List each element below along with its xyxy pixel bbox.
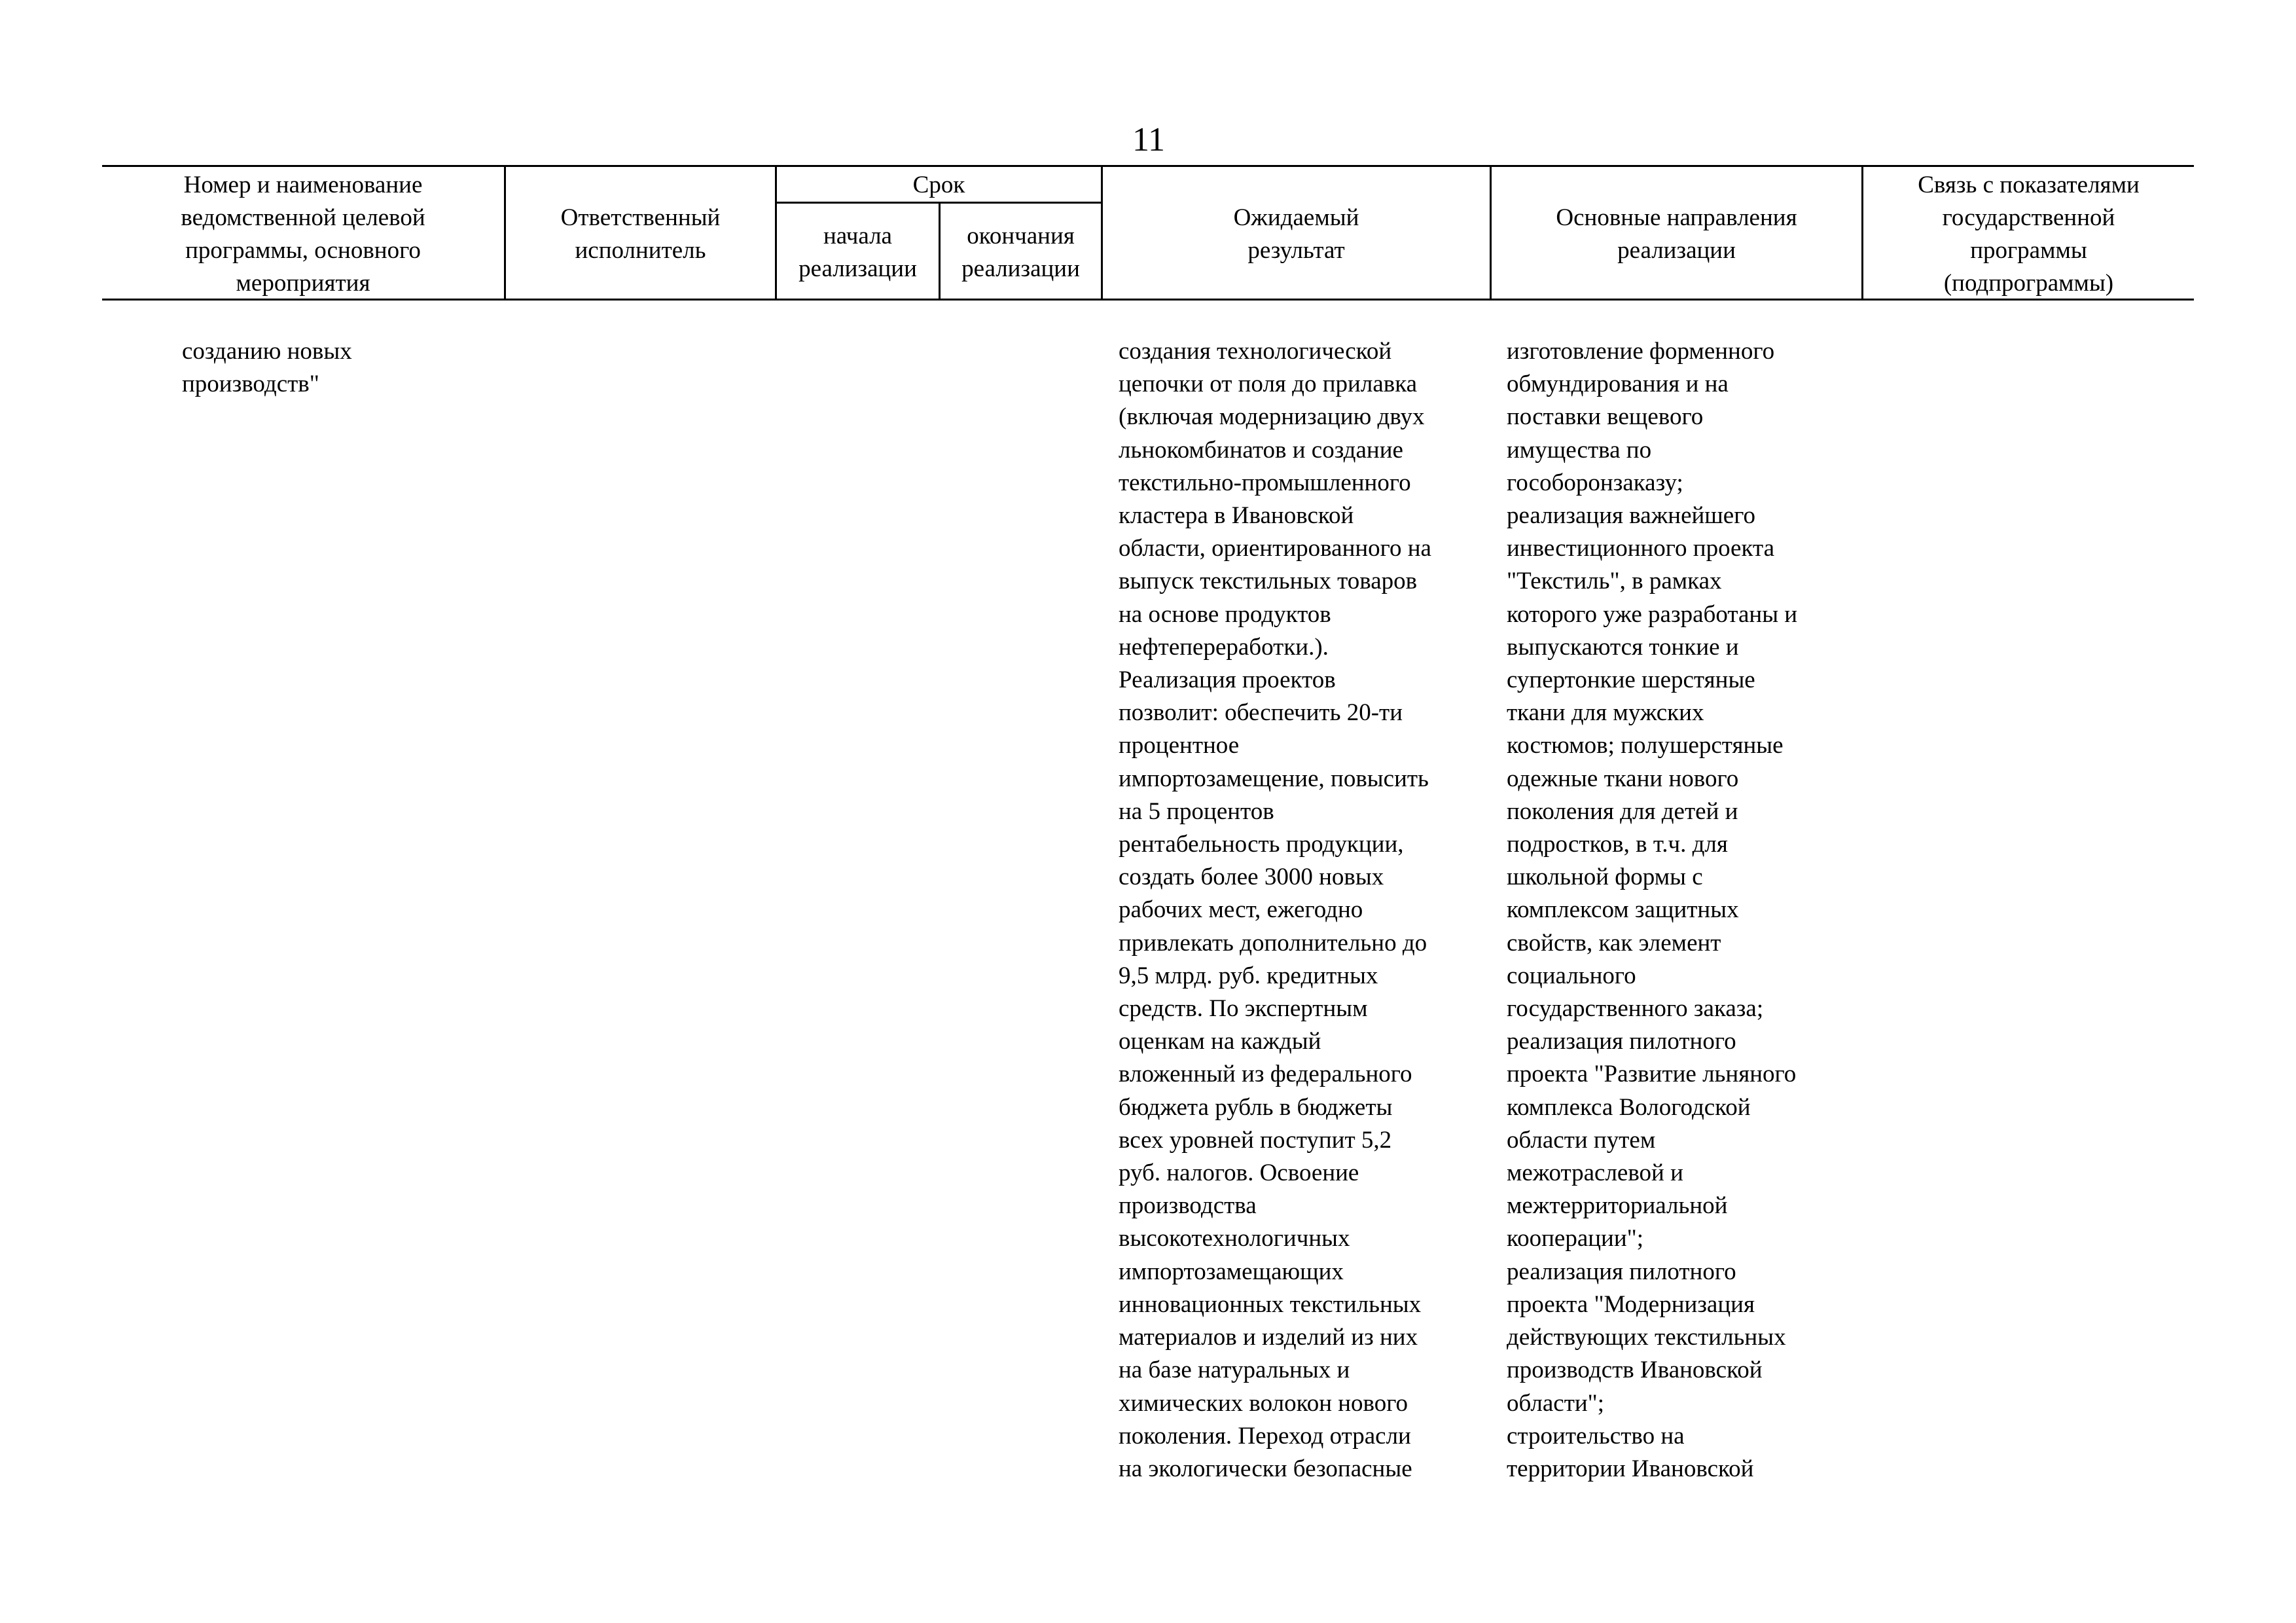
text-line: проекта "Развитие льняного: [1507, 1061, 1797, 1088]
text-line: инвестиционного проекта: [1507, 535, 1775, 562]
text-line: одежные ткани нового: [1507, 765, 1739, 792]
header-line: исполнитель: [575, 237, 706, 264]
text-line: инновационных текстильных: [1119, 1290, 1422, 1318]
text-line: рентабельность продукции,: [1119, 831, 1404, 858]
text-line: текстильно-промышленного: [1119, 469, 1411, 496]
text-line: рабочих мест, ежегодно: [1119, 896, 1363, 924]
header-expected-result: [1103, 202, 1490, 267]
text-line: на основе продуктов: [1119, 600, 1331, 628]
text-line: руб. налогов. Освоение: [1119, 1159, 1359, 1187]
text-line: области, ориентированного на: [1119, 535, 1431, 562]
header-start: [777, 220, 939, 285]
text-line: созданию новых: [182, 338, 352, 365]
text-line: реализация важнейшего: [1507, 502, 1755, 530]
text-line: области путем: [1507, 1126, 1656, 1154]
text-line: поколения. Переход отрасли: [1119, 1422, 1411, 1450]
text-line: производств": [182, 371, 319, 398]
header-line: результат: [1247, 237, 1345, 264]
text-line: межотраслевой и: [1507, 1159, 1683, 1187]
main-directions-cell: [1507, 335, 1860, 1486]
text-line: реализация пилотного: [1507, 1028, 1736, 1055]
header-line: мероприятия: [236, 270, 370, 297]
header-line: реализации: [961, 255, 1080, 282]
text-line: подростков, в т.ч. для: [1507, 831, 1728, 858]
header-term: Срок: [912, 172, 965, 198]
header-line: реализации: [798, 255, 917, 282]
text-line: бюджета рубль в бюджеты: [1119, 1093, 1393, 1121]
header-line: Связь с показателями: [1918, 172, 2140, 198]
text-line: выпуск текстильных товаров: [1119, 568, 1418, 595]
header-top-rule: [102, 165, 2194, 167]
text-line: вложенный из федерального: [1119, 1061, 1412, 1088]
text-line: которого уже разработаны и: [1507, 600, 1798, 628]
header-line: программы, основного: [185, 237, 421, 264]
text-line: поколения для детей и: [1507, 797, 1738, 825]
text-line: социального: [1507, 962, 1636, 989]
text-line: области";: [1507, 1389, 1605, 1417]
header-line: окончания: [967, 223, 1075, 249]
header-line: реализации: [1617, 237, 1736, 264]
header-program-name: [102, 169, 504, 300]
text-line: изготовление форменного: [1507, 338, 1775, 365]
text-line: ткани для мужских: [1507, 699, 1704, 727]
text-line: всех уровней поступит 5,2: [1119, 1126, 1392, 1154]
header-line: Основные направления: [1556, 204, 1797, 231]
text-line: химических волокон нового: [1119, 1389, 1408, 1417]
header-line: (подпрограммы): [1943, 270, 2114, 297]
header-responsible-executor: [506, 202, 775, 267]
header-line: начала: [823, 223, 892, 249]
text-line: нефтепереработки.).: [1119, 633, 1329, 661]
text-line: строительство на: [1507, 1422, 1685, 1450]
text-line: производств Ивановской: [1507, 1357, 1763, 1384]
text-line: школьной формы с: [1507, 864, 1703, 891]
header-end: [941, 220, 1101, 285]
text-line: создания технологической: [1119, 338, 1392, 365]
text-line: свойств, как элемент: [1507, 929, 1721, 957]
text-line: поставки вещевого: [1507, 403, 1704, 431]
text-line: государственного заказа;: [1507, 995, 1764, 1023]
text-line: реализация пилотного: [1507, 1258, 1736, 1285]
text-line: на базе натуральных и: [1119, 1357, 1350, 1384]
text-line: выпускаются тонкие и: [1507, 633, 1739, 661]
header-line: Номер и наименование: [183, 172, 423, 198]
text-line: средств. По экспертным: [1119, 995, 1368, 1023]
text-line: супертонкие шерстяные: [1507, 666, 1755, 694]
term-subdivider-rule: [775, 202, 1101, 204]
text-line: имущества по: [1507, 436, 1652, 464]
text-line: на 5 процентов: [1119, 797, 1274, 825]
text-line: импортозамещающих: [1119, 1258, 1344, 1285]
text-line: процентное: [1119, 732, 1240, 759]
text-line: "Текстиль", в рамках: [1507, 568, 1722, 595]
text-line: на экологически безопасные: [1119, 1455, 1412, 1482]
text-line: комплексом защитных: [1507, 896, 1739, 924]
text-line: Реализация проектов: [1119, 666, 1336, 694]
text-line: кластера в Ивановской: [1119, 502, 1354, 530]
header-line: государственной: [1942, 204, 2115, 231]
text-line: кооперации";: [1507, 1225, 1644, 1252]
header-line: Ответственный: [560, 204, 721, 231]
text-line: материалов и изделий из них: [1119, 1324, 1418, 1351]
text-line: льнокомбинатов и создание: [1119, 436, 1403, 464]
expected-result-cell: [1119, 335, 1485, 1486]
text-line: импортозамещение, повысить: [1119, 765, 1429, 792]
text-line: проекта "Модернизация: [1507, 1290, 1755, 1318]
text-line: производства: [1119, 1192, 1257, 1220]
text-line: действующих текстильных: [1507, 1324, 1786, 1351]
text-line: 9,5 млрд. руб. кредитных: [1119, 962, 1378, 989]
text-line: позволит: обеспечить 20-ти: [1119, 699, 1403, 727]
header-line: программы: [1970, 237, 2087, 264]
header-line: Ожидаемый: [1233, 204, 1359, 231]
text-line: создать более 3000 новых: [1119, 864, 1384, 891]
text-line: (включая модернизацию двух: [1119, 403, 1425, 431]
page-number: 11: [1132, 121, 1166, 158]
text-line: высокотехнологичных: [1119, 1225, 1350, 1252]
text-line: оценкам на каждый: [1119, 1028, 1321, 1055]
text-line: обмундирования и на: [1507, 371, 1729, 398]
text-line: межтерриториальной: [1507, 1192, 1728, 1220]
header-line: ведомственной целевой: [181, 204, 425, 231]
header-indicators-link: [1863, 169, 2194, 300]
text-line: привлекать дополнительно до: [1119, 929, 1427, 957]
program-name-cell: [182, 335, 496, 401]
text-line: цепочки от поля до прилавка: [1119, 371, 1418, 398]
text-line: костюмов; полушерстяные: [1507, 732, 1784, 759]
header-main-directions: [1492, 202, 1861, 267]
text-line: комплекса Вологодской: [1507, 1093, 1751, 1121]
text-line: гособоронзаказу;: [1507, 469, 1683, 496]
text-line: территории Ивановской: [1507, 1455, 1754, 1482]
